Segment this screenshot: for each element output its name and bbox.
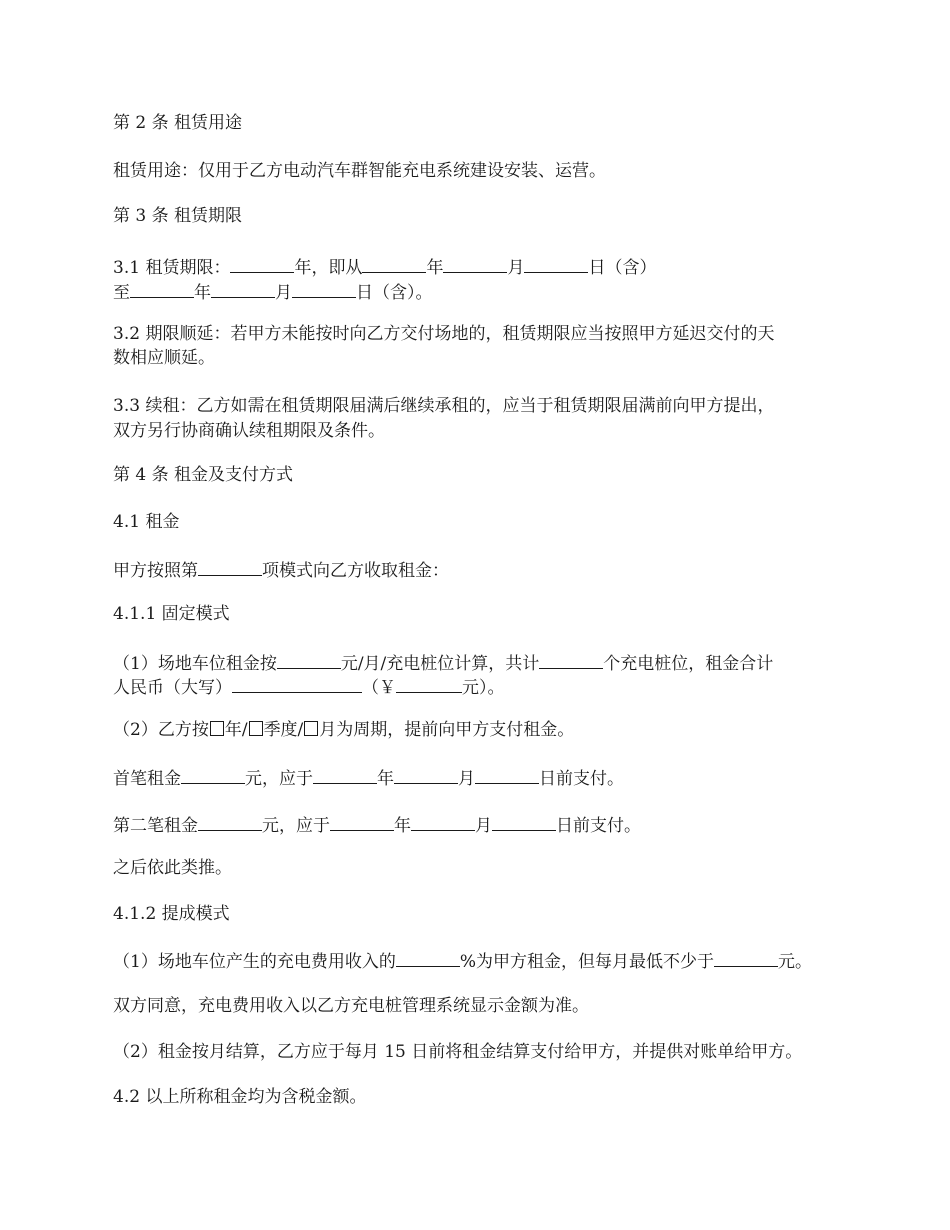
text: 年	[194, 283, 211, 303]
blank-field	[277, 649, 341, 669]
blank-field	[492, 811, 556, 831]
first-payment	[113, 764, 624, 792]
text: %为甲方租金，但每月最低不少于	[459, 952, 714, 972]
blank-field	[443, 253, 507, 273]
text: 甲方按照第	[113, 561, 198, 581]
commission-item-1	[113, 947, 812, 975]
blank-field	[396, 673, 462, 693]
text: 年	[426, 258, 444, 278]
text: 月	[475, 816, 492, 836]
text: 项模式向乙方收取租金：	[262, 561, 449, 581]
text: 元，应于	[245, 769, 313, 789]
clause-3-3-line2: 双方另行协商确认续租期限及条件。	[113, 421, 385, 441]
and-so-on: 之后依此类推。	[113, 858, 232, 878]
text: 日（含）	[588, 258, 657, 278]
blank-field	[394, 764, 458, 784]
blank-field	[714, 947, 778, 967]
text: 第二笔租金	[113, 816, 198, 836]
article-2-heading: 第 2 条 租赁用途	[113, 113, 243, 133]
clause-4-1-title: 4.1 租金	[113, 512, 180, 532]
checkbox-year[interactable]	[210, 721, 224, 736]
text: 人民币（大写）	[113, 678, 232, 698]
blank-field	[330, 811, 394, 831]
text: （1）场地车位产生的充电费用收入的	[113, 952, 396, 972]
text: 3.1 租赁期限：	[113, 258, 231, 278]
clause-4-1-mode	[113, 556, 449, 584]
clause-3-3-line1: 3.3 续租：乙方如需在租赁期限届满后继续承租的，应当于租赁期限届满前向甲方提出，	[113, 396, 775, 416]
text: 季度/	[263, 720, 304, 740]
blank-field	[411, 811, 475, 831]
text: 个充电桩位，租金合计	[603, 654, 774, 674]
commission-agreement: 双方同意，充电费用收入以乙方充电桩管理系统显示金额为准。	[113, 996, 589, 1016]
clause-3-2-line1: 3.2 期限顺延：若甲方未能按时向乙方交付场地的，租赁期限应当按照甲方延迟交付的天	[113, 324, 775, 344]
blank-field	[475, 764, 539, 784]
blank-field	[396, 947, 460, 967]
text: 至	[113, 283, 130, 303]
text: （2）乙方按	[113, 720, 209, 740]
blank-field	[313, 764, 377, 784]
blank-field	[232, 673, 362, 693]
article-3-heading: 第 3 条 租赁期限	[113, 206, 243, 226]
clause-4-1-1-title: 4.1.1 固定模式	[113, 604, 230, 624]
blank-field	[130, 278, 194, 298]
text: （1）场地车位租金按	[113, 654, 277, 674]
text: 元）。	[462, 678, 505, 698]
text: 年	[377, 769, 394, 789]
blank-field	[362, 253, 426, 273]
article-4-heading: 第 4 条 租金及支付方式	[113, 465, 294, 485]
text: 月为周期，提前向甲方支付租金。	[319, 720, 575, 740]
text: 首笔租金	[113, 769, 181, 789]
text: 日前支付。	[539, 769, 624, 789]
fixed-mode-item-1-line2	[113, 673, 505, 701]
text: 月	[507, 258, 525, 278]
blank-field	[230, 253, 294, 273]
blank-field	[539, 649, 603, 669]
text: 日（含）。	[356, 283, 433, 303]
fixed-mode-item-2	[113, 718, 574, 743]
blank-field	[211, 278, 275, 298]
commission-item-2: （2）租金按月结算，乙方应于每月 15 日前将租金结算支付给甲方，并提供对账单给甲方。	[113, 1042, 803, 1062]
text: 年，即从	[294, 258, 363, 278]
clause-3-1-line1	[113, 253, 656, 281]
blank-field	[198, 556, 262, 576]
article-2-body: 租赁用途：仅用于乙方电动汽车群智能充电系统建设安装、运营。	[113, 161, 606, 181]
checkbox-quarter[interactable]	[249, 721, 263, 736]
clause-4-2: 4.2 以上所称租金均为含税金额。	[113, 1087, 367, 1107]
text: 日前支付。	[556, 816, 641, 836]
text: 年	[394, 816, 411, 836]
clause-3-2-line2: 数相应顺延。	[113, 348, 215, 368]
text: 元，应于	[262, 816, 330, 836]
text: 月	[458, 769, 475, 789]
second-payment	[113, 811, 641, 839]
blank-field	[181, 764, 245, 784]
checkbox-month[interactable]	[304, 721, 318, 736]
blank-field	[198, 811, 262, 831]
text: （￥	[362, 678, 396, 698]
text: 月	[275, 283, 292, 303]
text: 元。	[777, 952, 812, 972]
blank-field	[524, 253, 588, 273]
clause-3-1-line2	[113, 278, 433, 306]
text: 元/月/充电桩位计算，共计	[340, 654, 540, 674]
clause-4-1-2-title: 4.1.2 提成模式	[113, 904, 230, 924]
text: 年/	[224, 720, 248, 740]
blank-field	[292, 278, 356, 298]
